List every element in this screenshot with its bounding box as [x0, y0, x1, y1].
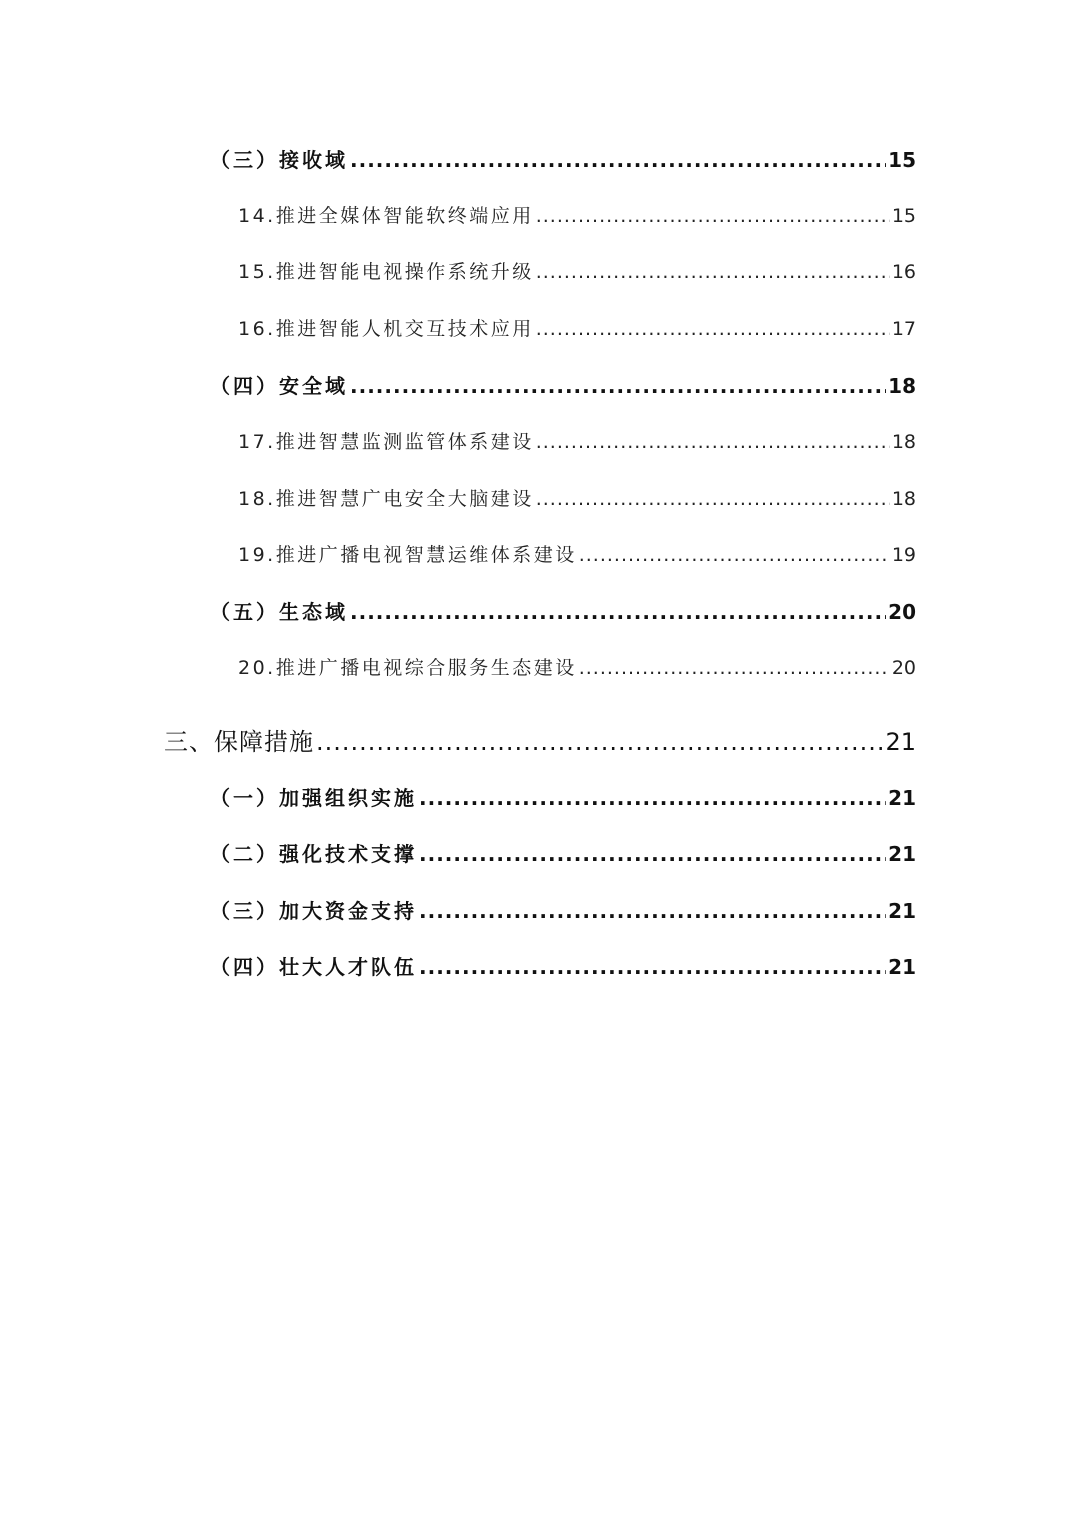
toc-dot-leader — [419, 955, 886, 979]
toc-dot-leader — [419, 899, 886, 923]
toc-page-number: 18 — [888, 374, 916, 398]
toc-entry-section[interactable] — [210, 951, 916, 980]
toc-page-number: 21 — [888, 786, 916, 810]
toc-entry-label: （一）加强组织实施 — [210, 786, 417, 810]
toc-entry-item[interactable] — [238, 540, 916, 567]
toc-page-number: 21 — [888, 842, 916, 866]
toc-entry-section[interactable] — [210, 838, 916, 867]
toc-entry-item[interactable] — [238, 484, 916, 511]
toc-entry-label: 20.推进广播电视综合服务生态建设 — [238, 657, 577, 679]
toc-entry-label: 15.推进智能电视操作系统升级 — [238, 261, 534, 283]
toc-page-number: 19 — [891, 544, 916, 566]
toc-entry-item[interactable] — [238, 427, 916, 454]
toc-entry-section[interactable] — [210, 370, 916, 399]
toc-entry-section[interactable] — [210, 895, 916, 924]
toc-entry-chapter[interactable] — [164, 722, 916, 757]
toc-entry-label: （四）壮大人才队伍 — [210, 955, 417, 979]
toc-dot-leader — [536, 488, 890, 510]
toc-entry-label: 三、保障措施 — [164, 728, 314, 756]
toc-dot-leader — [579, 544, 890, 566]
toc-entry-label: （四）安全域 — [210, 374, 348, 398]
toc-page-number: 16 — [891, 261, 916, 283]
toc-dot-leader — [350, 374, 886, 398]
toc-dot-leader — [350, 148, 886, 172]
toc-dot-leader — [536, 261, 890, 283]
toc-dot-leader — [419, 786, 886, 810]
toc-dot-leader — [316, 728, 883, 756]
toc-entry-label: 17.推进智慧监测监管体系建设 — [238, 431, 534, 453]
toc-dot-leader — [419, 842, 886, 866]
toc-dot-leader — [350, 600, 886, 624]
toc-entry-section[interactable] — [210, 782, 916, 811]
toc-page-number: 15 — [888, 148, 916, 172]
toc-entry-label: 14.推进全媒体智能软终端应用 — [238, 205, 534, 227]
toc-entry-item[interactable] — [238, 201, 916, 228]
toc-page-number: 21 — [885, 728, 916, 756]
toc-entry-item[interactable] — [238, 257, 916, 284]
toc-entry-label: （三）接收域 — [210, 148, 348, 172]
toc-entry-label: 16.推进智能人机交互技术应用 — [238, 318, 534, 340]
toc-dot-leader — [579, 657, 890, 679]
toc-page-number: 18 — [891, 431, 916, 453]
toc-page-number: 21 — [888, 899, 916, 923]
toc-entry-section[interactable] — [210, 596, 916, 625]
toc-entry-label: （五）生态域 — [210, 600, 348, 624]
toc-entry-label: 19.推进广播电视智慧运维体系建设 — [238, 544, 577, 566]
toc-page-number: 20 — [891, 657, 916, 679]
toc-entry-label: 18.推进智慧广电安全大脑建设 — [238, 488, 534, 510]
toc-page-number: 15 — [891, 205, 916, 227]
toc-page-number: 21 — [888, 955, 916, 979]
toc-entry-item[interactable] — [238, 653, 916, 680]
toc-page-number: 18 — [891, 488, 916, 510]
toc-page-number: 17 — [891, 318, 916, 340]
toc-page-number: 20 — [888, 600, 916, 624]
toc-dot-leader — [536, 205, 890, 227]
toc-entry-item[interactable] — [238, 314, 916, 341]
toc-entry-section[interactable] — [210, 144, 916, 173]
toc-dot-leader — [536, 318, 890, 340]
toc-entry-label: （三）加大资金支持 — [210, 899, 417, 923]
toc-entry-label: （二）强化技术支撑 — [210, 842, 417, 866]
toc-dot-leader — [536, 431, 890, 453]
